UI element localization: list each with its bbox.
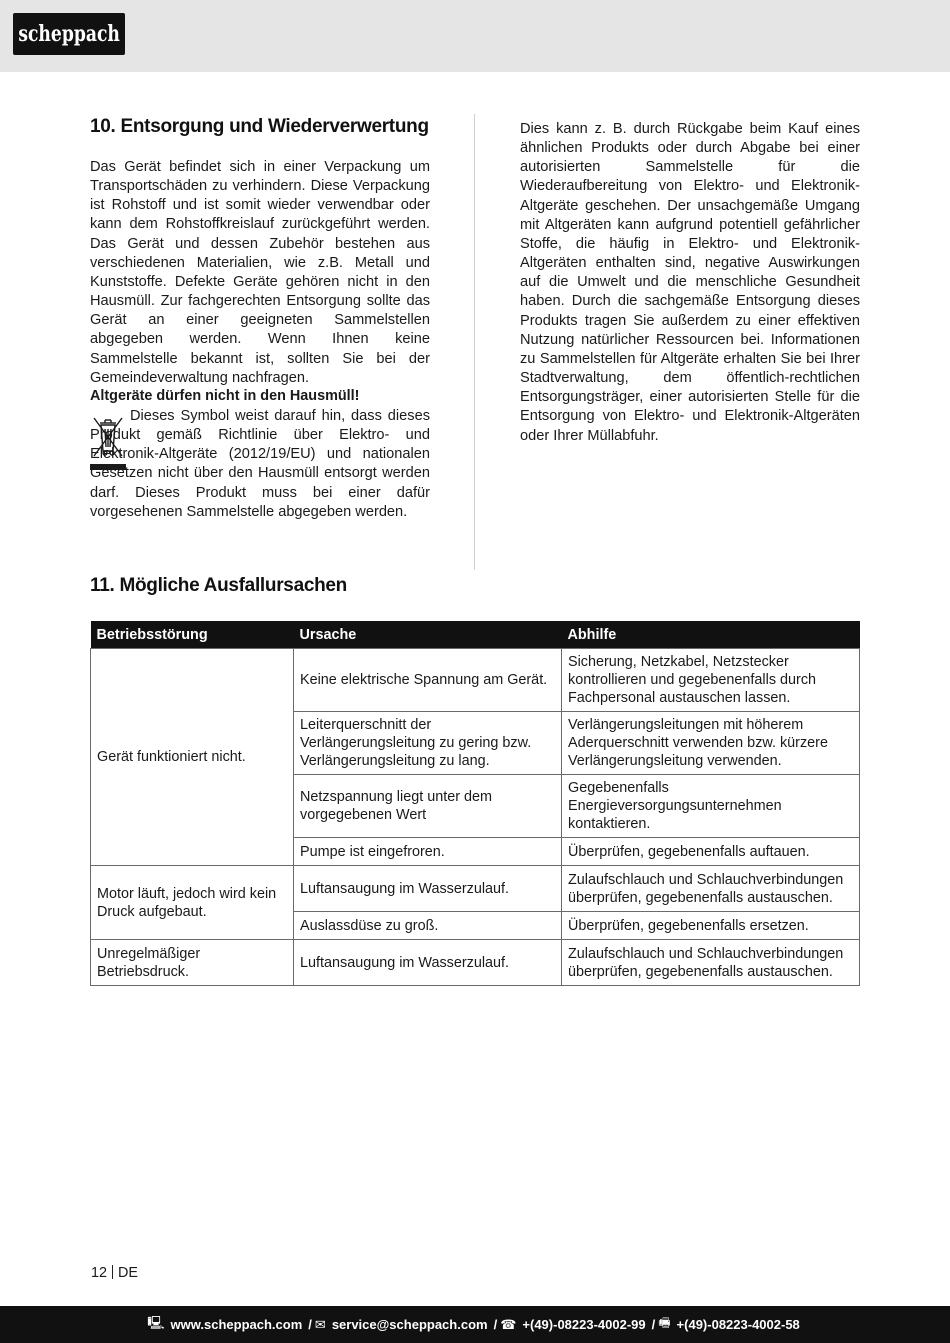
remedy-cell: Zulaufschlauch und Schlauchverbindungen überprüfen, gegebenenfalls austauschen. (562, 866, 860, 912)
table-row (91, 940, 860, 986)
header-bar (0, 0, 950, 72)
disposal-intro-text: Das Gerät befindet sich in einer Verpackung um Transportschäden zu verhindern. Diese Verpackung ist Rohstoff und ist somit wieder verwendbar oder kann dem Rohstoffkreislauf zurückgeführt werden. Das Gerät und dessen Zubehör bestehen aus verschiedenen Materialien, wie z.B. Metall und Kunststoffe. Defekte Geräte gehören nicht in den Hausmüll. Zur fachgerechten Entsorgung sollte das Gerät an einer geeigneten Sammelstellen abgegeben werden. Wenn Ihnen keine Sammelstelle bekannt ist, sollten Sie bei der Gemeindeverwaltung nachfragen. (90, 159, 430, 386)
remedy-cell: Zulaufschlauch und Schlauchverbindungen überprüfen, gegebenenfalls austauschen. (562, 940, 860, 986)
footer-separator: / (493, 1317, 498, 1332)
weee-heading: Altgeräte dürfen nicht in den Hausmüll! (90, 388, 360, 404)
fax-icon: 🖷 (658, 1314, 671, 1330)
cause-cell: Keine elektrische Spannung am Gerät. (294, 649, 562, 712)
footer-email-link[interactable]: service@scheppach.com (331, 1317, 488, 1332)
page-language: DE (118, 1265, 139, 1281)
phone-icon: ☎ (500, 1316, 517, 1332)
table-row (91, 649, 860, 712)
remedy-cell: Überprüfen, gegebenenfalls ersetzen. (562, 912, 860, 940)
column-divider (474, 114, 475, 570)
header-fault: Betriebsstörung (91, 621, 294, 649)
cause-cell: Luftansaugung im Wasserzulauf. (294, 940, 562, 986)
remedy-cell: Sicherung, Netzkabel, Netzstecker kontrollieren und gegebenenfalls durch Fachpersonal austauschen lassen. (562, 649, 860, 712)
computer-icon: 🖳 (147, 1314, 165, 1330)
cause-cell: Netzspannung liegt unter dem vorgegebenen Wert (294, 775, 562, 838)
brand-logo (13, 13, 125, 55)
cause-cell: Pumpe ist eingefroren. (294, 838, 562, 866)
footer-separator: / (308, 1317, 312, 1332)
footer-bar (0, 1306, 950, 1343)
page-number (91, 1265, 138, 1281)
header-cause: Ursache (294, 621, 562, 649)
footer-separator: / (651, 1317, 656, 1332)
table-header-row (91, 621, 860, 649)
fault-cell: Unregelmäßiger Betriebsdruck. (91, 940, 294, 986)
footer-phone: +(49)-08223-4002-99 (522, 1317, 646, 1332)
table-row (91, 866, 860, 912)
cause-cell: Luftansaugung im Wasserzulauf. (294, 866, 562, 912)
section-10-title: 10. Entsorgung und Wiederverwertung (90, 116, 429, 137)
remedy-cell: Überprüfen, gegebenenfalls auftauen. (562, 838, 860, 866)
cause-cell: Auslassdüse zu groß. (294, 912, 562, 940)
fault-cell: Gerät funktioniert nicht. (91, 649, 294, 866)
header-remedy: Abhilfe (562, 621, 860, 649)
remedy-cell: Gegebenenfalls Energieversorgungsunternehmen kontaktieren. (562, 775, 860, 838)
disposal-right-text: Dies kann z. B. durch Rückgabe beim Kauf eines ähnlichen Produkts oder durch Abgabe bei einer autorisierten Sammelstelle für die Wiederaufbereitung von Elektro- und Elektronik- Altgeräte geschehen. Der unsachgemäße Umgang mit Altgeräten kann aufgrund potentiell gefährlicher Stoffe, die häufig in Elektro- und Elektronik-Altgeräten enthalten sind, negative Auswirkungen auf die Umwelt und die menschliche Gesundheit haben. Durch die sachgemäße Entsorgung dieses Produkts tragen Sie außerdem zu einer effektiven Nutzung natürlicher Ressourcen bei. Informationen zu Sammelstellen für Altgeräte erhalten Sie bei Ihrer Stadtverwaltung, dem öffentlich-rechtlichen Entsorgungsträger, einer autorisierten Stelle für die Entsorgung von Elektro- und Elektronik-Altgeräten oder Ihrer Müllabfuhr. (520, 121, 860, 444)
page-number-separator (112, 1265, 113, 1279)
email-icon: ✉ (314, 1316, 326, 1332)
footer-fax: +(49)-08223-4002-58 (676, 1317, 800, 1332)
brand-logo-text: scheppach (18, 21, 120, 47)
fault-table (90, 621, 860, 986)
remedy-cell: Verlängerungsleitungen mit höherem Aderquerschnitt verwenden bzw. kürzere Verlängerungsleitung verwenden. (562, 712, 860, 775)
cause-cell: Leiterquerschnitt der Verlängerungsleitung zu gering bzw. Verlängerungsleitung zu lang. (294, 712, 562, 775)
page-number-value: 12 (91, 1265, 108, 1281)
footer-website-link[interactable]: www.scheppach.com (170, 1317, 303, 1332)
section-11-title: 11. Mögliche Ausfallursachen (90, 575, 347, 596)
weee-text: Dieses Symbol weist darauf hin, dass dieses Produkt gemäß Richtlinie über Elektro- und Elektronik-Altgeräte (2012/19/EU) und nationalen Gesetzen nicht über den Hausmüll entsorgt werden darf. Dieses Produkt muss bei einer dafür vorgesehenen Sammelstelle abgegeben werden. (90, 408, 430, 520)
fault-cell: Motor läuft, jedoch wird kein Druck aufgebaut. (91, 866, 294, 940)
